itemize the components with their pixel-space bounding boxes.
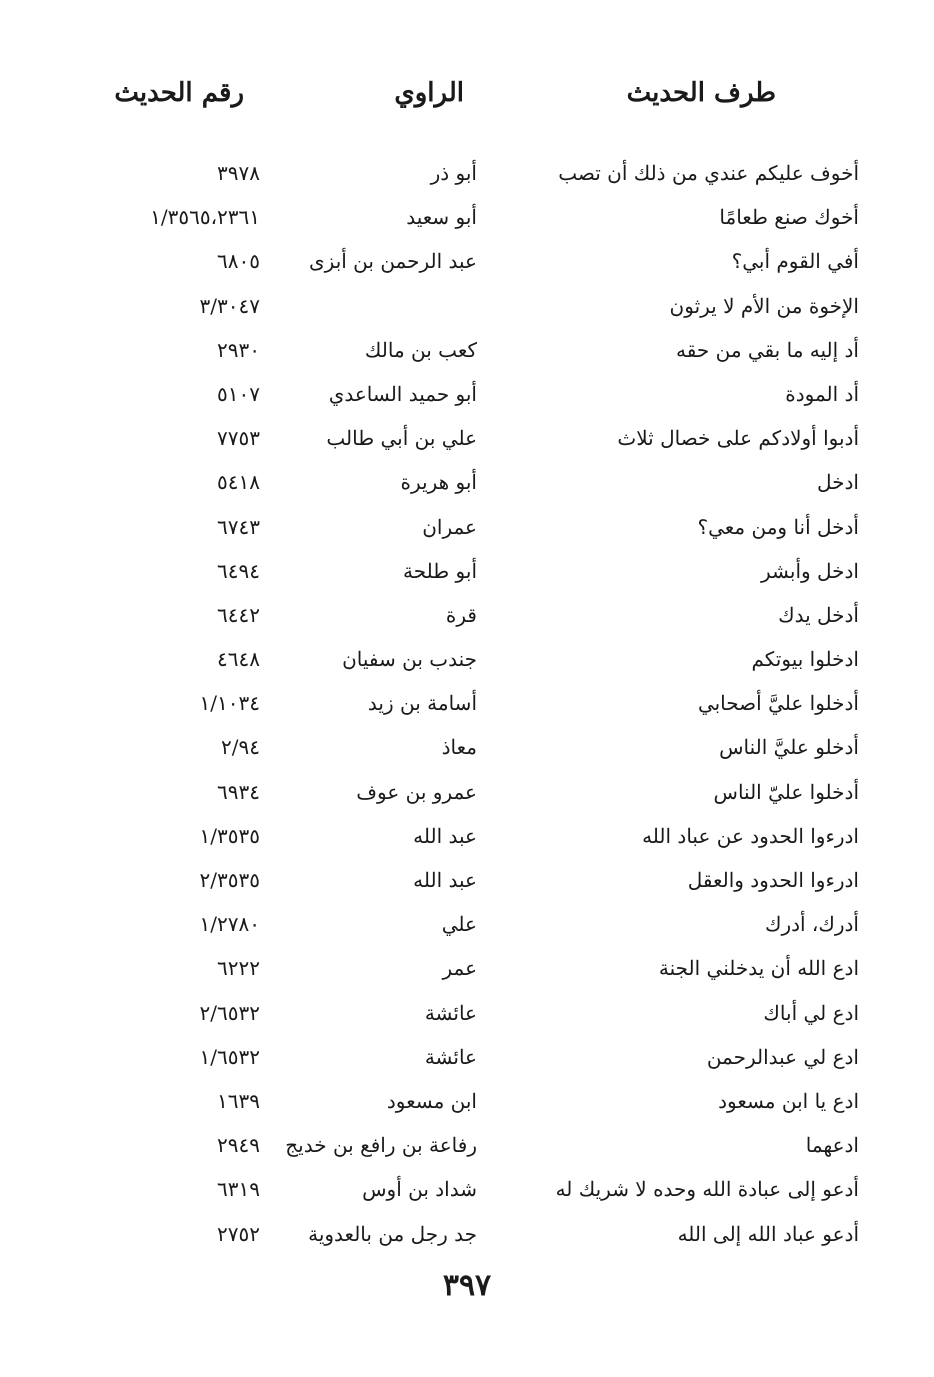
rawi-name: معاذ: [441, 735, 477, 760]
rawi-name: عبد الله: [413, 868, 477, 892]
rawi-name: عائشة: [424, 1000, 477, 1025]
rawi-name: كعب بن مالك: [364, 337, 477, 362]
rawi-name: أبو سعيد: [406, 205, 477, 230]
hadith-number: ٥٤١٨: [217, 470, 260, 495]
hadith-text: أد المودة: [785, 381, 859, 406]
table-row: [0, 597, 934, 641]
table-row: [0, 1083, 934, 1127]
hadith-number: ٦٩٣٤: [217, 779, 260, 804]
hadith-text: أدخلوا عليَّ أصحابي: [697, 691, 859, 716]
header-hadith: طرف الحديث: [626, 78, 776, 108]
hadith-text: أخوك صنع طعامًا: [719, 205, 859, 230]
page-number: ٣٩٧: [442, 1268, 492, 1303]
rawi-name: عمرو بن عوف: [356, 779, 477, 804]
table-row: [0, 906, 934, 950]
hadith-number: ٤٦٤٨: [217, 647, 260, 672]
rawi-name: عائشة: [424, 1044, 477, 1069]
table-row: [0, 774, 934, 818]
hadith-number: ١/٢٧٨٠: [199, 912, 260, 937]
table-row: [0, 420, 934, 464]
hadith-text: أدرك، أدرك: [764, 912, 859, 937]
hadith-number: ٣/٣٠٤٧: [199, 293, 260, 318]
table-row: [0, 376, 934, 420]
hadith-number: ١/٣٥٣٥: [199, 823, 260, 848]
hadith-number: ٢/٣٥٣٥: [199, 868, 260, 892]
hadith-text: ادع لي أباك: [763, 1000, 859, 1025]
hadith-text: أدخل أنا ومن معي؟: [697, 514, 859, 539]
table-row: [0, 1127, 934, 1171]
rawi-name: قرة: [445, 602, 477, 627]
rawi-name: ابن مسعود: [386, 1088, 477, 1113]
header-rawi: الراوي: [394, 78, 464, 108]
hadith-number: ٦٧٤٣: [217, 514, 260, 539]
rawi-name: علي: [441, 912, 477, 937]
table-row: [0, 818, 934, 862]
table-row: [0, 332, 934, 376]
rawi-name: أبو حميد الساعدي: [328, 381, 477, 406]
table-row: [0, 641, 934, 685]
hadith-text: أخوف عليكم عندي من ذلك أن تصب: [558, 161, 859, 185]
header-number: رقم الحديث: [114, 78, 244, 108]
hadith-number: ٢٩٤٩: [217, 1133, 260, 1158]
hadith-number: ٦٨٠٥: [217, 249, 260, 274]
hadith-text: ادخلوا بيوتكم: [751, 647, 859, 672]
hadith-text: ادخل وأبشر: [761, 558, 859, 583]
rawi-name: أبو ذر: [430, 161, 477, 185]
hadith-number: ٦٢٢٢: [217, 956, 260, 981]
table-row: [0, 509, 934, 553]
hadith-text: أدخلو عليَّ الناس: [719, 735, 859, 760]
table-row: [0, 950, 934, 994]
hadith-text: ادعهما: [805, 1133, 859, 1158]
hadith-number: ٣٩٧٨: [217, 161, 260, 185]
table-row: [0, 729, 934, 773]
rawi-name: عبد الرحمن بن أبزى: [309, 249, 477, 274]
table-row: [0, 862, 934, 906]
rawi-name: عبد الله: [413, 823, 477, 848]
hadith-number: ٢/٩٤: [221, 735, 260, 760]
hadith-text: ادع يا ابن مسعود: [718, 1088, 859, 1113]
table-row: [0, 553, 934, 597]
rawi-name: أبو طلحة: [403, 558, 477, 583]
hadith-number: ٢٩٣٠: [217, 337, 260, 362]
table-row: [0, 995, 934, 1039]
table-row: [0, 155, 934, 199]
rawi-name: أسامة بن زيد: [367, 691, 477, 716]
rawi-name: عمر: [442, 956, 477, 981]
hadith-text: ادع الله أن يدخلني الجنة: [658, 956, 859, 981]
hadith-text: أدعو عباد الله إلى الله: [677, 1221, 859, 1246]
rawi-name: شداد بن أوس: [362, 1177, 477, 1202]
table-row: [0, 464, 934, 508]
hadith-number: ١٦٣٩: [217, 1088, 260, 1113]
table-row: [0, 1171, 934, 1215]
hadith-text: الإخوة من الأم لا يرثون: [669, 293, 859, 318]
hadith-text: ادرءوا الحدود عن عباد الله: [642, 823, 859, 848]
hadith-text: أدخل يدك: [778, 602, 859, 627]
hadith-number: ٦٤٩٤: [217, 558, 260, 583]
table-header: [0, 78, 934, 128]
hadith-text: ادخل: [817, 470, 859, 495]
rawi-name: جد رجل من بالعدوية: [308, 1221, 477, 1246]
hadith-number: ٥١٠٧: [217, 381, 260, 406]
hadith-text: أد إليه ما بقي من حقه: [676, 337, 859, 362]
table-row: [0, 199, 934, 243]
hadith-number: ١/١٠٣٤: [199, 691, 260, 716]
hadith-text: أدبوا أولادكم على خصال ثلاث: [617, 426, 859, 451]
hadith-number: ١/٣٥٦٥،٢٣٦١: [150, 205, 260, 230]
index-table: [0, 155, 934, 1260]
table-row: [0, 1216, 934, 1260]
rawi-name: أبو هريرة: [400, 470, 477, 495]
table-row: [0, 1039, 934, 1083]
rawi-name: جندب بن سفيان: [342, 647, 477, 672]
hadith-text: أفي القوم أبي؟: [731, 249, 859, 274]
rawi-name: علي بن أبي طالب: [326, 426, 477, 451]
hadith-number: ٧٧٥٣: [217, 426, 260, 451]
hadith-text: أدعو إلى عبادة الله وحده لا شريك له: [555, 1177, 859, 1202]
table-row: [0, 288, 934, 332]
hadith-number: ٦٣١٩: [217, 1177, 260, 1202]
rawi-name: عمران: [422, 514, 477, 539]
hadith-text: أدخلوا عليّ الناس: [713, 779, 859, 804]
hadith-text: ادع لي عبدالرحمن: [706, 1044, 859, 1069]
table-row: [0, 243, 934, 287]
hadith-number: ٢٧٥٢: [217, 1221, 260, 1246]
hadith-number: ١/٦٥٣٢: [199, 1044, 260, 1069]
hadith-text: ادرءوا الحدود والعقل: [687, 868, 859, 892]
hadith-number: ٢/٦٥٣٢: [199, 1000, 260, 1025]
hadith-number: ٦٤٤٢: [217, 602, 260, 627]
rawi-name: رفاعة بن رافع بن خديج: [285, 1133, 477, 1158]
table-row: [0, 685, 934, 729]
